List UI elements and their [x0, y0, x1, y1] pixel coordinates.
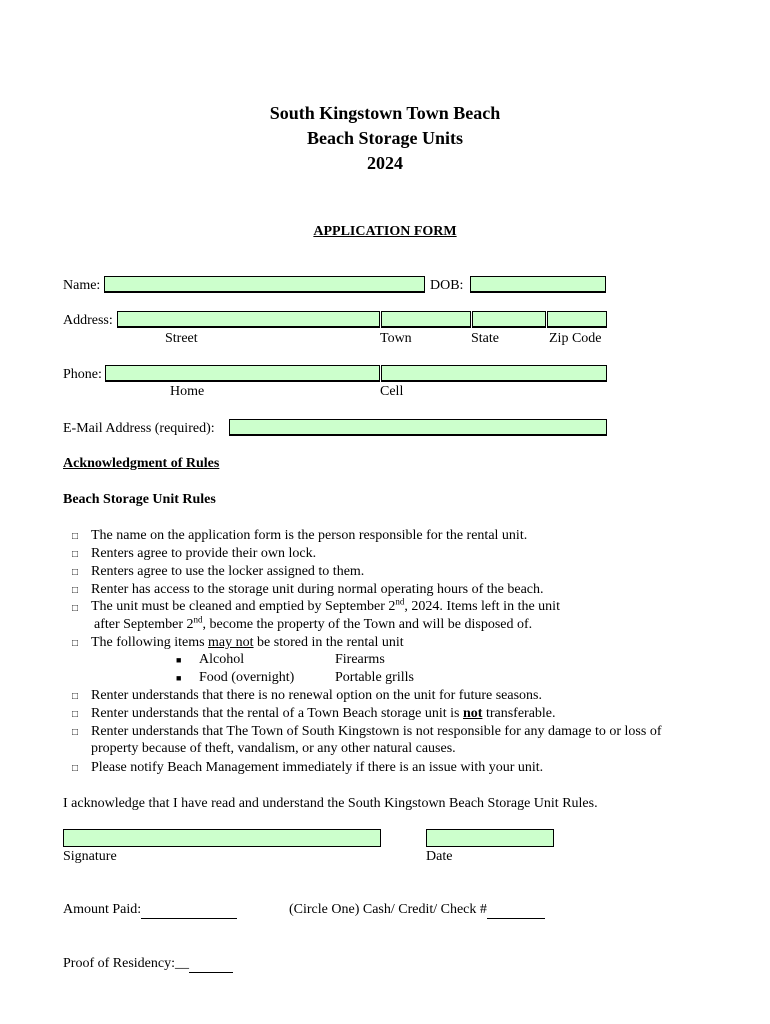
cell-caption: Cell — [380, 384, 404, 399]
bullet-icon: □ — [72, 691, 79, 702]
acknowledgment-heading: Acknowledgment of Rules — [63, 456, 220, 471]
bullet-icon: □ — [72, 549, 79, 560]
signature-label: Signature — [63, 849, 117, 864]
item-food: Food (overnight) — [199, 670, 295, 685]
name-field[interactable] — [104, 276, 425, 293]
item-grills: Portable grills — [335, 670, 414, 685]
check-number-blank[interactable] — [487, 902, 545, 919]
home-phone-field[interactable] — [105, 365, 380, 382]
bullet-icon: □ — [72, 567, 79, 578]
email-field[interactable] — [229, 419, 607, 436]
amount-paid: Amount Paid: — [63, 902, 237, 919]
header-line-1: South Kingstown Town Beach — [269, 103, 501, 123]
rule-5-line-2: after September 2nd, become the property of the Town and will be disposed of. — [94, 614, 533, 632]
phone-label: Phone: — [63, 367, 102, 382]
state-caption: State — [471, 331, 499, 346]
square-bullet-icon: ■ — [176, 655, 182, 665]
date-field[interactable] — [426, 829, 554, 847]
item-alcohol: Alcohol — [199, 652, 245, 667]
home-caption: Home — [170, 384, 205, 399]
bullet-icon: □ — [72, 585, 79, 596]
rule-3: Renters agree to use the locker assigned to them. — [91, 564, 365, 579]
rules-heading: Beach Storage Unit Rules — [63, 492, 216, 507]
bullet-icon: □ — [72, 763, 79, 774]
payment-method: (Circle One) Cash/ Credit/ Check # — [289, 902, 545, 919]
street-field[interactable] — [117, 311, 380, 328]
square-bullet-icon: ■ — [176, 673, 182, 683]
rule-4: Renter has access to the storage unit during normal operating hours of the beach. — [91, 582, 544, 597]
bullet-icon: □ — [72, 638, 79, 649]
amount-paid-blank[interactable] — [141, 902, 237, 919]
bullet-icon: □ — [72, 603, 79, 614]
email-label: E-Mail Address (required): — [63, 421, 215, 436]
rule-1: The name on the application form is the person responsible for the rental unit. — [91, 528, 528, 543]
zip-caption: Zip Code — [549, 331, 602, 346]
street-caption: Street — [165, 331, 198, 346]
proof-of-residency-blank[interactable] — [189, 956, 233, 973]
rule-9-line-1: Renter understands that The Town of South Kingstown is not responsible for any damage to or loss of — [91, 724, 662, 739]
rule-8: Renter understands that the rental of a Town Beach storage unit is not transferable. — [91, 706, 556, 721]
acknowledge-statement: I acknowledge that I have read and understand the South Kingstown Beach Storage Unit Rules. — [63, 796, 598, 811]
bullet-icon: □ — [72, 709, 79, 720]
bullet-icon: □ — [72, 727, 79, 738]
header-line-3: 2024 — [367, 153, 403, 173]
rule-10: Please notify Beach Management immediately if there is an issue with your unit. — [91, 760, 544, 775]
state-field[interactable] — [472, 311, 546, 328]
signature-field[interactable] — [63, 829, 381, 847]
address-label: Address: — [63, 313, 113, 328]
proof-of-residency: Proof of Residency:__ — [63, 956, 233, 973]
bullet-icon: □ — [72, 531, 79, 542]
town-field[interactable] — [381, 311, 471, 328]
rule-9-line-2: property because of theft, vandalism, or any other natural causes. — [91, 741, 456, 756]
rule-7: Renter understands that there is no renewal option on the unit for future seasons. — [91, 688, 542, 703]
item-firearms: Firearms — [335, 652, 385, 667]
cell-phone-field[interactable] — [381, 365, 607, 382]
header-line-2: Beach Storage Units — [307, 128, 463, 148]
dob-field[interactable] — [470, 276, 606, 293]
zip-field[interactable] — [547, 311, 607, 328]
date-label: Date — [426, 849, 453, 864]
rule-2: Renters agree to provide their own lock. — [91, 546, 317, 561]
form-title: APPLICATION FORM — [313, 224, 457, 239]
rule-5-line-1: The unit must be cleaned and emptied by September 2nd, 2024. Items left in the unit — [91, 596, 560, 614]
rule-6: The following items may not be stored in the rental unit — [91, 635, 404, 650]
name-label: Name: — [63, 278, 101, 293]
dob-label: DOB: — [430, 278, 464, 293]
town-caption: Town — [380, 331, 412, 346]
